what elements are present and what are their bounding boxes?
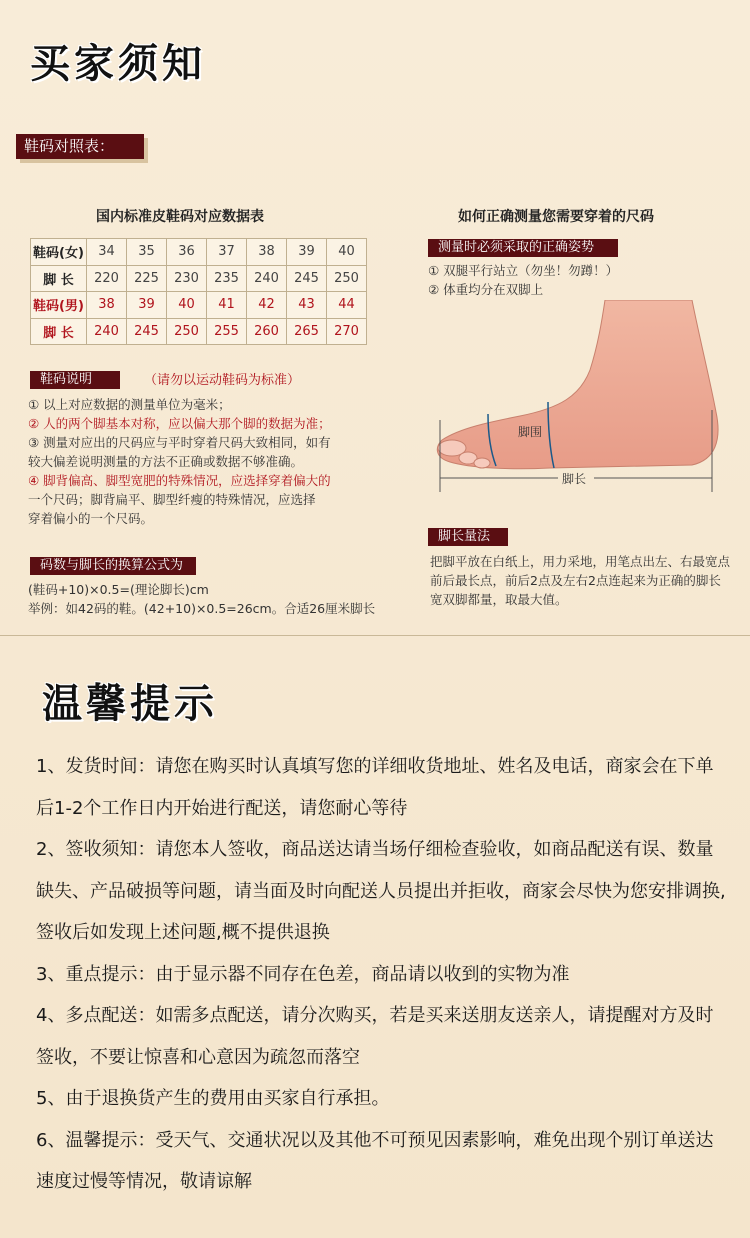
size-table-cell: 38 [87,292,127,319]
explanation-item: ① 以上对应数据的测量单位为毫米； [28,397,231,412]
size-table-cell: 235 [207,265,247,292]
formula-lines [28,580,408,618]
size-chart-panel [0,100,750,636]
formula-example: 举例：如42码的鞋。(42+10)×0.5=26cm。合适26厘米脚长 [28,601,376,616]
size-table-cell: 265 [287,318,327,345]
size-table-cell: 34 [87,239,127,266]
tip-item: 1、发货时间：请您在购买时认真填写您的详细收货地址、姓名及电话，商家会在下单后1-2个工作日内开始进行配送，请您耐心等待 [36,756,714,819]
size-table-cell: 240 [247,265,287,292]
heading-buyer-notice: 买家须知 [30,40,206,87]
size-table-row-head: 脚 长 [31,318,87,345]
explanation-hint: （请勿以运动鞋码为标准） [144,373,301,388]
explanation-item: 较大偏差说明测量的方法不正确或数据不够准确。 [28,454,304,469]
measure-posture-tag: 测量时必须采取的正确姿势 [428,239,618,257]
size-table-cell: 220 [87,265,127,292]
explanation-item: 一个尺码；脚背扁平、脚型纤瘦的特殊情况，应选择 [28,492,316,507]
measure-item: ① 双腿平行站立（勿坐！勿蹲！） [428,263,619,278]
size-table-cell: 225 [127,265,167,292]
size-table-cell: 40 [167,292,207,319]
toe [474,458,490,468]
size-table-row-head: 鞋码(男) [31,292,87,319]
tip-item: 4、多点配送：如需多点配送，请分次购买，若是买来送朋友送亲人，请提醒对方及时签收，不要让惊喜和心意因为疏忽而落空 [36,1005,714,1068]
explanation-tag: 鞋码说明 [30,371,120,389]
size-table-cell: 39 [287,239,327,266]
explanation-list [28,395,388,528]
size-table-cell: 230 [167,265,207,292]
method-text: 把脚平放在白纸上，用力采地，用笔点出左、右最宽点前后最长点，前后2点及左右2点连起来为正确的脚长宽双脚都量，取最大值。 [430,554,731,607]
length-label: 脚长 [562,472,587,486]
size-table [30,238,367,345]
foot-illustration [430,300,730,500]
size-table-row-head: 脚 长 [31,265,87,292]
tip-item: 3、重点提示：由于显示器不同存在色差，商品请以收到的实物为准 [36,963,570,985]
size-table-row [31,318,367,345]
size-table-cell: 250 [327,265,367,292]
size-table-cell: 38 [247,239,287,266]
size-table-cell: 42 [247,292,287,319]
size-table-row [31,239,367,266]
heading-tips: 温馨提示 [42,680,218,727]
explanation-item: ④ 脚背偏高、脚型宽肥的特殊情况，应选择穿着偏大的 [28,473,331,488]
size-table-cell: 39 [127,292,167,319]
formula-tag: 码数与脚长的换算公式为 [30,557,196,575]
size-table-cell: 37 [207,239,247,266]
formula-line: (鞋码+10)×0.5=(理论脚长)cm [28,582,209,597]
tips-list [36,746,726,1203]
size-table-row-head: 鞋码(女) [31,239,87,266]
measure-list [428,261,728,299]
size-table-cell: 245 [127,318,167,345]
size-table-cell: 245 [287,265,327,292]
explanation-item: 穿着偏小的一个尺码。 [28,511,154,526]
foot-shape [437,300,718,469]
size-table-cell: 250 [167,318,207,345]
tip-item: 6、温馨提示：受天气、交通状况以及其他不可预见因素影响，难免出现个别订单送达速度过慢等情况，敬请谅解 [36,1129,714,1192]
size-table-row [31,265,367,292]
explanation-item: ③ 测量对应出的尺码应与平时穿着尺码大致相同，如有 [28,435,331,450]
measure-item: ② 体重均分在双脚上 [428,282,544,297]
explanation-item: ② 人的两个脚基本对称，应以偏大那个脚的数据为准； [28,416,331,431]
girth-label: 脚围 [518,425,543,439]
size-table-cell: 41 [207,292,247,319]
method-tag: 脚长量法 [428,528,508,546]
size-table-cell: 270 [327,318,367,345]
measure-caption: 如何正确测量您需要穿着的尺码 [458,209,654,225]
table-caption: 国内标准皮鞋码对应数据表 [96,209,264,225]
size-table-row [31,292,367,319]
size-table-cell: 240 [87,318,127,345]
tip-item: 2、签收须知：请您本人签收，商品送达请当场仔细检查验收，如商品配送有误、数量缺失、产品破损等问题，请当面及时向配送人员提出并拒收，商家会尽快为您安排调换,签收后如发现上述问题,概不提供退换 [36,839,726,943]
size-chart-tag: 鞋码对照表： [16,134,144,159]
size-table-cell: 260 [247,318,287,345]
size-table-cell: 43 [287,292,327,319]
size-table-cell: 40 [327,239,367,266]
size-table-cell: 255 [207,318,247,345]
size-table-cell: 36 [167,239,207,266]
size-table-cell: 35 [127,239,167,266]
size-table-cell: 44 [327,292,367,319]
tip-item: 5、由于退换货产生的费用由买家自行承担。 [36,1088,390,1109]
